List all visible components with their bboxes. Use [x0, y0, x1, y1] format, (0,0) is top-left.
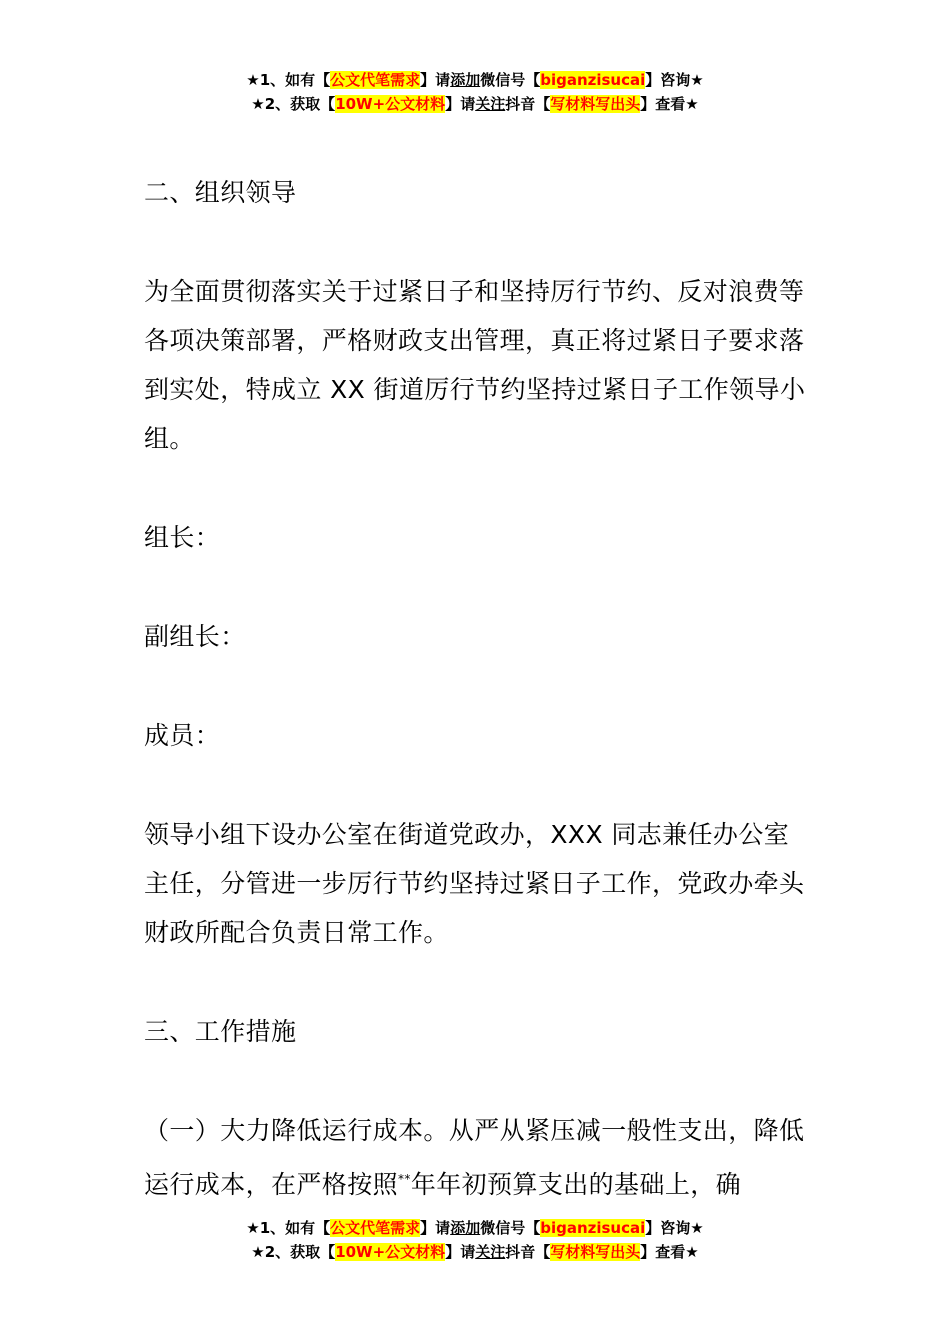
banner-highlight: 写材料写出头	[550, 1243, 641, 1261]
paragraph: 为全面贯彻落实关于过紧日子和坚持厉行节约、反对浪费等各项决策部署，严格财政支出管理，真正将过紧日子要求落到实处，特成立 XX 街道厉行节约坚持过紧日子工作领导小组。	[144, 277, 806, 453]
banner-underlined: 添加	[450, 1219, 481, 1237]
banner-text: 抖音【	[505, 95, 551, 113]
section-heading: 二、组织领导	[144, 178, 297, 207]
banner-highlight: 10W+公文材料	[335, 95, 446, 113]
deputy-leader-label: 副组长：	[144, 622, 246, 651]
banner-text: ★1、如有【	[246, 1219, 331, 1237]
banner-text: ★2、获取【	[251, 1243, 336, 1261]
banner-text: 】咨询★	[645, 1219, 704, 1237]
paragraph	[144, 1106, 808, 1209]
banner-text: 微信号【	[480, 71, 541, 89]
banner-text: ★1、如有【	[246, 71, 331, 89]
banner-text: 】咨询★	[645, 71, 704, 89]
banner-text: 】请	[445, 1243, 476, 1261]
banner-highlight: 写材料写出头	[550, 95, 641, 113]
banner-highlight: 10W+公文材料	[335, 1243, 446, 1261]
paragraph: 领导小组下设办公室在街道党政办，XXX 同志兼任办公室主任，分管进一步厉行节约坚持过紧日子工作，党政办牵头财政所配合负责日常工作。	[144, 820, 805, 947]
members-label: 成员：	[144, 721, 221, 750]
banner-line-2	[0, 92, 950, 116]
placeholder-stars: **	[398, 1172, 411, 1186]
footer-banner	[0, 1216, 950, 1264]
banner-text: 】请	[445, 95, 476, 113]
banner-highlight: 公文代笔需求	[330, 1219, 421, 1237]
banner-text: ★2、获取【	[251, 95, 336, 113]
leader-label: 组长：	[144, 523, 221, 552]
banner-underlined: 添加	[450, 71, 481, 89]
banner-text: 微信号【	[480, 1219, 541, 1237]
banner-line-1	[0, 1216, 950, 1240]
banner-highlight: biganzisucai	[540, 1219, 646, 1237]
document-body	[144, 168, 808, 1209]
banner-line-1	[0, 68, 950, 92]
banner-text: 抖音【	[505, 1243, 551, 1261]
paragraph-text: （一）大力降低运行成本。从严从紧压减一般性支出，降低运行成本，在严格按照	[144, 1116, 805, 1199]
banner-highlight: biganzisucai	[540, 71, 646, 89]
banner-text: 】查看★	[640, 95, 699, 113]
banner-highlight: 公文代笔需求	[330, 71, 421, 89]
section-heading: 三、工作措施	[144, 1017, 297, 1046]
banner-underlined: 关注	[475, 1243, 506, 1261]
paragraph-text: 年年初预算支出的基础上，确	[410, 1170, 742, 1199]
header-banner	[0, 68, 950, 116]
banner-text: 】查看★	[640, 1243, 699, 1261]
banner-underlined: 关注	[475, 95, 506, 113]
banner-text: 】请	[420, 1219, 451, 1237]
banner-text: 】请	[420, 71, 451, 89]
banner-line-2	[0, 1240, 950, 1264]
